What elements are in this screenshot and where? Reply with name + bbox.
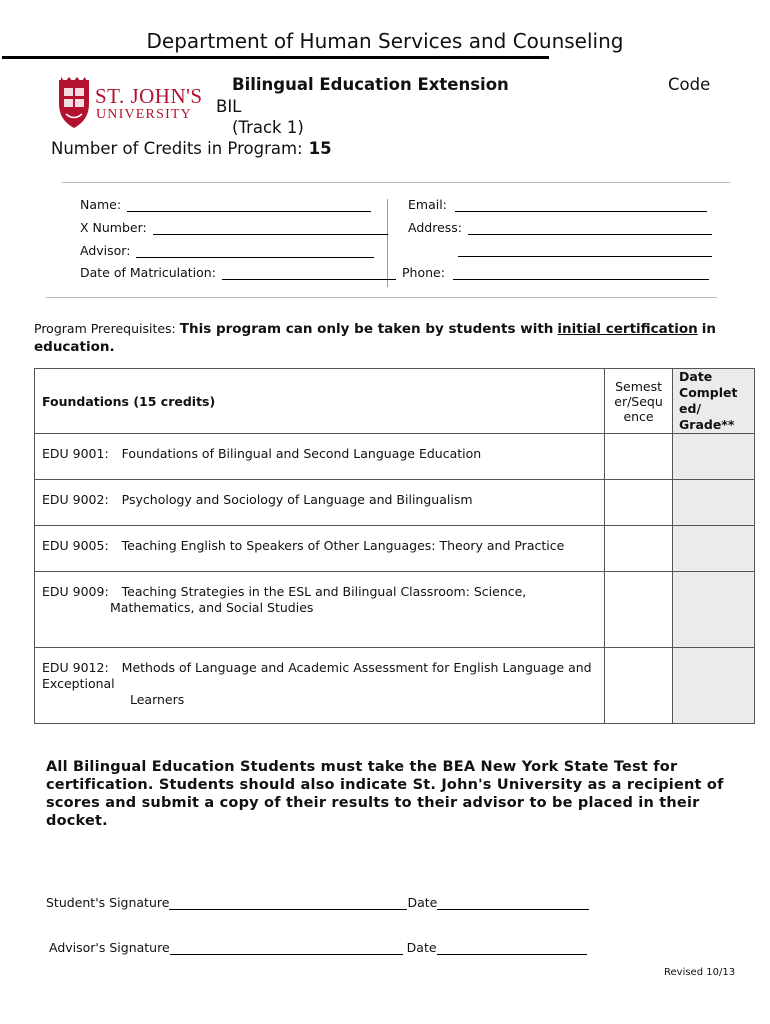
course-title: Teaching Strategies in the ESL and Bilingual Classroom: Science, (121, 584, 527, 599)
logo-text-line2: UNIVERSITY (96, 107, 192, 122)
advisor-label: Advisor: (80, 243, 131, 258)
phone-field (402, 265, 709, 280)
revised-date: Revised 10/13 (664, 967, 736, 978)
student-signature-row (46, 895, 589, 910)
course-cell (35, 648, 605, 724)
table-header-row (35, 369, 755, 434)
matriculation-field (80, 265, 396, 280)
email-field (408, 197, 707, 212)
course-title-cont2: Learners (130, 692, 185, 707)
course-cell (35, 572, 605, 648)
matriculation-input[interactable] (222, 265, 396, 280)
date-header-line2: Complet (679, 385, 738, 400)
grade-cell[interactable] (673, 480, 755, 526)
course-cell (35, 526, 605, 572)
prerequisites-underlined: initial certification (557, 321, 698, 337)
semester-cell[interactable] (605, 648, 673, 724)
credits-line (51, 139, 332, 158)
student-signature-input[interactable] (169, 896, 407, 910)
course-title: Teaching English to Speakers of Other Languages: Theory and Practice (121, 538, 565, 553)
course-title: Psychology and Sociology of Language and Bilingualism (121, 492, 473, 507)
prerequisites-text: This program can only be taken by students with (179, 321, 554, 337)
info-top-rule (62, 182, 730, 183)
course-cell (35, 434, 605, 480)
date-header-line4: Grade** (679, 417, 735, 432)
table-row (35, 480, 755, 526)
prerequisites-label: Program Prerequisites: (34, 321, 176, 336)
course-title-cont: Mathematics, and Social Studies (110, 600, 314, 615)
advisor-signature-input[interactable] (170, 941, 403, 955)
logo-text-line1: ST. JOHN'S (95, 84, 203, 108)
grade-cell[interactable] (673, 526, 755, 572)
section-title: Foundations (15 credits) (35, 369, 605, 434)
advisor-date-input[interactable] (437, 941, 587, 955)
prerequisites-text-after: in education. (34, 321, 716, 355)
bea-test-notice: All Bilingual Education Students must take the BEA New York State Test for certification. Students should also indicate St. John's University as a recipient of scores and submit a copy of their results to their advisor to be placed in their docket. (46, 759, 724, 829)
table-row (35, 526, 755, 572)
department-title: Department of Human Services and Counseling (146, 29, 624, 53)
header-rule (2, 56, 549, 59)
email-input[interactable] (455, 197, 707, 212)
prerequisites (34, 320, 746, 356)
table-row (35, 648, 755, 724)
credits-value: 15 (308, 139, 332, 158)
credits-label: Number of Credits in Program: (51, 139, 303, 158)
grade-cell[interactable] (673, 648, 755, 724)
student-signature-label: Student's Signature (46, 895, 170, 910)
phone-label: Phone: (402, 265, 445, 280)
address-field (408, 220, 712, 235)
matriculation-label: Date of Matriculation: (80, 265, 216, 280)
address-input-line2[interactable] (458, 243, 712, 257)
student-date-label: Date (407, 895, 438, 910)
semester-header: Semest er/Sequ ence (605, 369, 673, 434)
program-title: Bilingual Education Extension (232, 75, 509, 94)
university-logo (56, 74, 201, 130)
course-table (34, 368, 755, 724)
grade-cell[interactable] (673, 572, 755, 648)
code-label: Code (668, 75, 711, 94)
advisor-signature-label: Advisor's Signature (49, 940, 170, 955)
student-date-input[interactable] (437, 896, 589, 910)
course-code: EDU 9002: (42, 492, 109, 507)
address-input[interactable] (468, 220, 712, 235)
advisor-field (80, 243, 374, 258)
info-bottom-rule (46, 297, 717, 298)
track-label: (Track 1) (232, 118, 304, 137)
table-row (35, 572, 755, 648)
course-cell (35, 480, 605, 526)
grade-cell[interactable] (673, 434, 755, 480)
xnumber-field (80, 220, 388, 235)
date-header-line3: ed/ (679, 401, 702, 416)
advisor-input[interactable] (136, 243, 374, 258)
course-title-cont: Exceptional (42, 676, 115, 691)
course-code: EDU 9005: (42, 538, 109, 553)
course-code: EDU 9001: (42, 446, 109, 461)
semester-cell[interactable] (605, 434, 673, 480)
advisor-signature-row (49, 940, 587, 955)
date-header-line1: Date (679, 369, 713, 384)
name-input[interactable] (127, 197, 371, 212)
course-code: EDU 9009: (42, 584, 109, 599)
advisor-date-label: Date (406, 940, 437, 955)
course-title: Foundations of Bilingual and Second Language Education (121, 446, 482, 461)
address-label: Address: (408, 220, 462, 235)
date-grade-header (673, 369, 755, 434)
xnumber-label: X Number: (80, 220, 147, 235)
semester-cell[interactable] (605, 572, 673, 648)
course-title: Methods of Language and Academic Assessment for English Language and (121, 660, 592, 675)
table-row (35, 434, 755, 480)
semester-cell[interactable] (605, 526, 673, 572)
course-code: EDU 9012: (42, 660, 109, 675)
program-code: BIL (216, 97, 242, 116)
semester-cell[interactable] (605, 480, 673, 526)
name-field (80, 197, 371, 212)
name-label: Name: (80, 197, 122, 212)
xnumber-input[interactable] (153, 220, 388, 235)
phone-input[interactable] (453, 265, 709, 280)
email-label: Email: (408, 197, 447, 212)
